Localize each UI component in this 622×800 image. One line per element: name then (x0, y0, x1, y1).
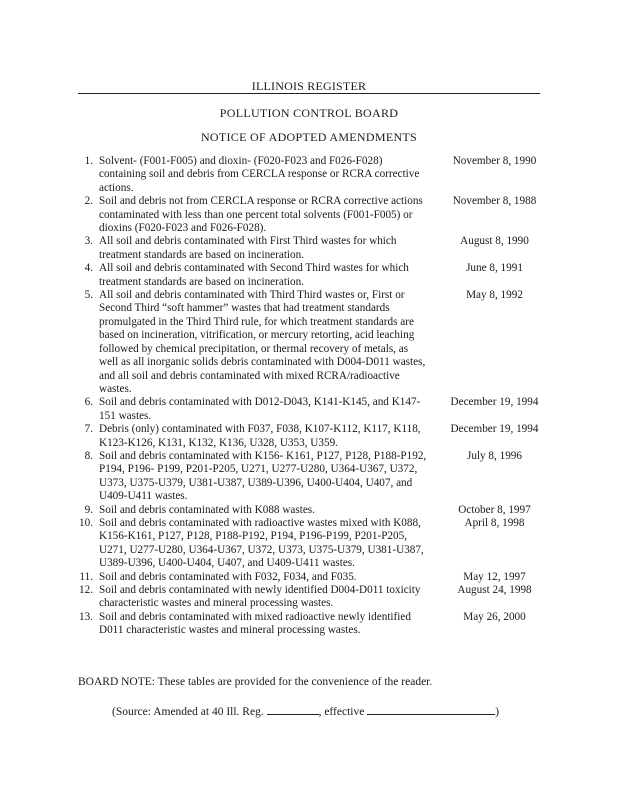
source-prefix: (Source: Amended at 40 Ill. Reg. (112, 706, 264, 718)
running-head: ILLINOIS REGISTER (251, 79, 367, 93)
list-item (76, 423, 556, 450)
item-description: Soil and debris contaminated with mixed radioactive newly identified D011 characteristic wastes and mineral processing wastes. (99, 610, 411, 637)
effective-date: November 8, 1990 (452, 155, 537, 167)
list-item (76, 155, 556, 195)
item-description: Debris (only) contaminated with F037, F038, K107-K112, K117, K118, K123-K126, K131, K132, K136, U328, U353, U359. (99, 423, 421, 449)
item-number: 13. (79, 610, 93, 623)
effective-date: May 26, 2000 (463, 610, 526, 623)
item-description: Soil and debris contaminated with F032, F034, and F035. (99, 570, 357, 583)
header-rule (78, 93, 540, 94)
item-number: 9. (84, 503, 93, 516)
item-number: 5. (84, 289, 93, 302)
effective-date: July 8, 1996 (466, 449, 522, 462)
list-item (76, 262, 556, 289)
item-description: All soil and debris contaminated with Second Third wastes for which treatment standards are based on incineration. (99, 262, 409, 288)
source-mid: , effective (318, 706, 365, 718)
list-item (76, 450, 556, 504)
item-number: 10. (79, 516, 93, 529)
effective-date: December 19, 1994 (450, 396, 539, 409)
list-item (76, 517, 556, 571)
item-description: Soil and debris contaminated with K088 wastes. (99, 503, 315, 516)
list-item (76, 195, 556, 235)
item-description: Soil and debris contaminated with K156- K161, P127, P128, P188-P192, P194, P196- P199, P201-P205, U271, U277-U280, U364-U367, U372, U373, U375-U379, U381-U387, U389-U396, U400-U404, U407, and U409-U411 wastes. (99, 449, 427, 503)
item-number: 12. (79, 584, 93, 596)
agency-title: POLLUTION CONTROL BOARD (219, 106, 399, 120)
effective-date: August 8, 1990 (460, 235, 529, 248)
item-number: 3. (84, 235, 93, 248)
item-description: Soil and debris contaminated with radioactive wastes mixed with K088, K156-K161, P127, P128, P188-P192, P194, P196-P199, P201-P205, U271, U277-U280, U364-U367, U372, U373, U375-U379, U381-U387, U389-U396, U400-U404, U407, and U409-U411 wastes. (99, 516, 424, 570)
item-number: 4. (84, 262, 93, 275)
effective-date: December 19, 1994 (450, 423, 539, 436)
item-description: Solvent- (F001-F005) and dioxin- (F020-F023 and F026-F028) containing soil and debris from CERCLA response or RCRA corrective actions. (99, 155, 420, 194)
source-suffix: ) (495, 706, 500, 718)
source-note (112, 704, 532, 718)
list-item (76, 396, 556, 423)
effective-date: November 8, 1988 (452, 195, 537, 208)
effective-date: May 12, 1997 (463, 570, 526, 583)
notice-title: NOTICE OF ADOPTED AMENDMENTS (200, 130, 418, 144)
entry-list (76, 155, 556, 638)
item-description: Soil and debris contaminated with D012-D043, K141-K145, and K147-151 wastes. (99, 396, 421, 422)
list-item (76, 584, 556, 611)
effective-date: October 8, 1997 (458, 503, 531, 516)
item-number: 7. (84, 423, 93, 436)
item-description: Soil and debris not from CERCLA response or RCRA corrective actions contaminated with less than one percent total solvents (F001-F005) or dioxins (F020-F023 and F026-F028). (99, 195, 423, 235)
item-number: 11. (79, 570, 93, 583)
item-description: All soil and debris contaminated with Third Third wastes or, First or Second Third “soft hammer” wastes that had treatment standards promulgated in the Third Third rule, for which treatment standards are based on incineration, vitrification, or mercury retorting, acid leaching followed by chemical precipitation, or thermal recovery of metals, as well as all inorganic solids debris contaminated with D004-D011 wastes, and all soil and debris contaminated with mixed RCRA/radioactive wastes. (99, 289, 426, 395)
list-item (76, 571, 556, 584)
list-item (76, 611, 556, 638)
register-blank (267, 704, 319, 715)
effective-date: May 8, 1992 (466, 289, 523, 302)
item-description: All soil and debris contaminated with First Third wastes for which treatment standards are based on incineration. (99, 235, 397, 261)
item-number: 2. (84, 195, 93, 208)
item-number: 1. (84, 155, 93, 167)
effective-date: August 24, 1998 (457, 584, 532, 596)
board-note: BOARD NOTE: These tables are provided for the convenience of the reader. (78, 676, 433, 688)
effective-date: April 8, 1998 (464, 516, 525, 529)
item-description: Soil and debris contaminated with newly identified D004-D011 toxicity characteristic wastes and mineral processing wastes. (99, 584, 421, 610)
item-number: 8. (84, 449, 93, 462)
effective-date-blank (367, 704, 495, 715)
effective-date: June 8, 1991 (466, 262, 523, 275)
item-number: 6. (84, 396, 93, 409)
list-item (76, 504, 556, 517)
list-item (76, 235, 556, 262)
list-item (76, 289, 556, 396)
